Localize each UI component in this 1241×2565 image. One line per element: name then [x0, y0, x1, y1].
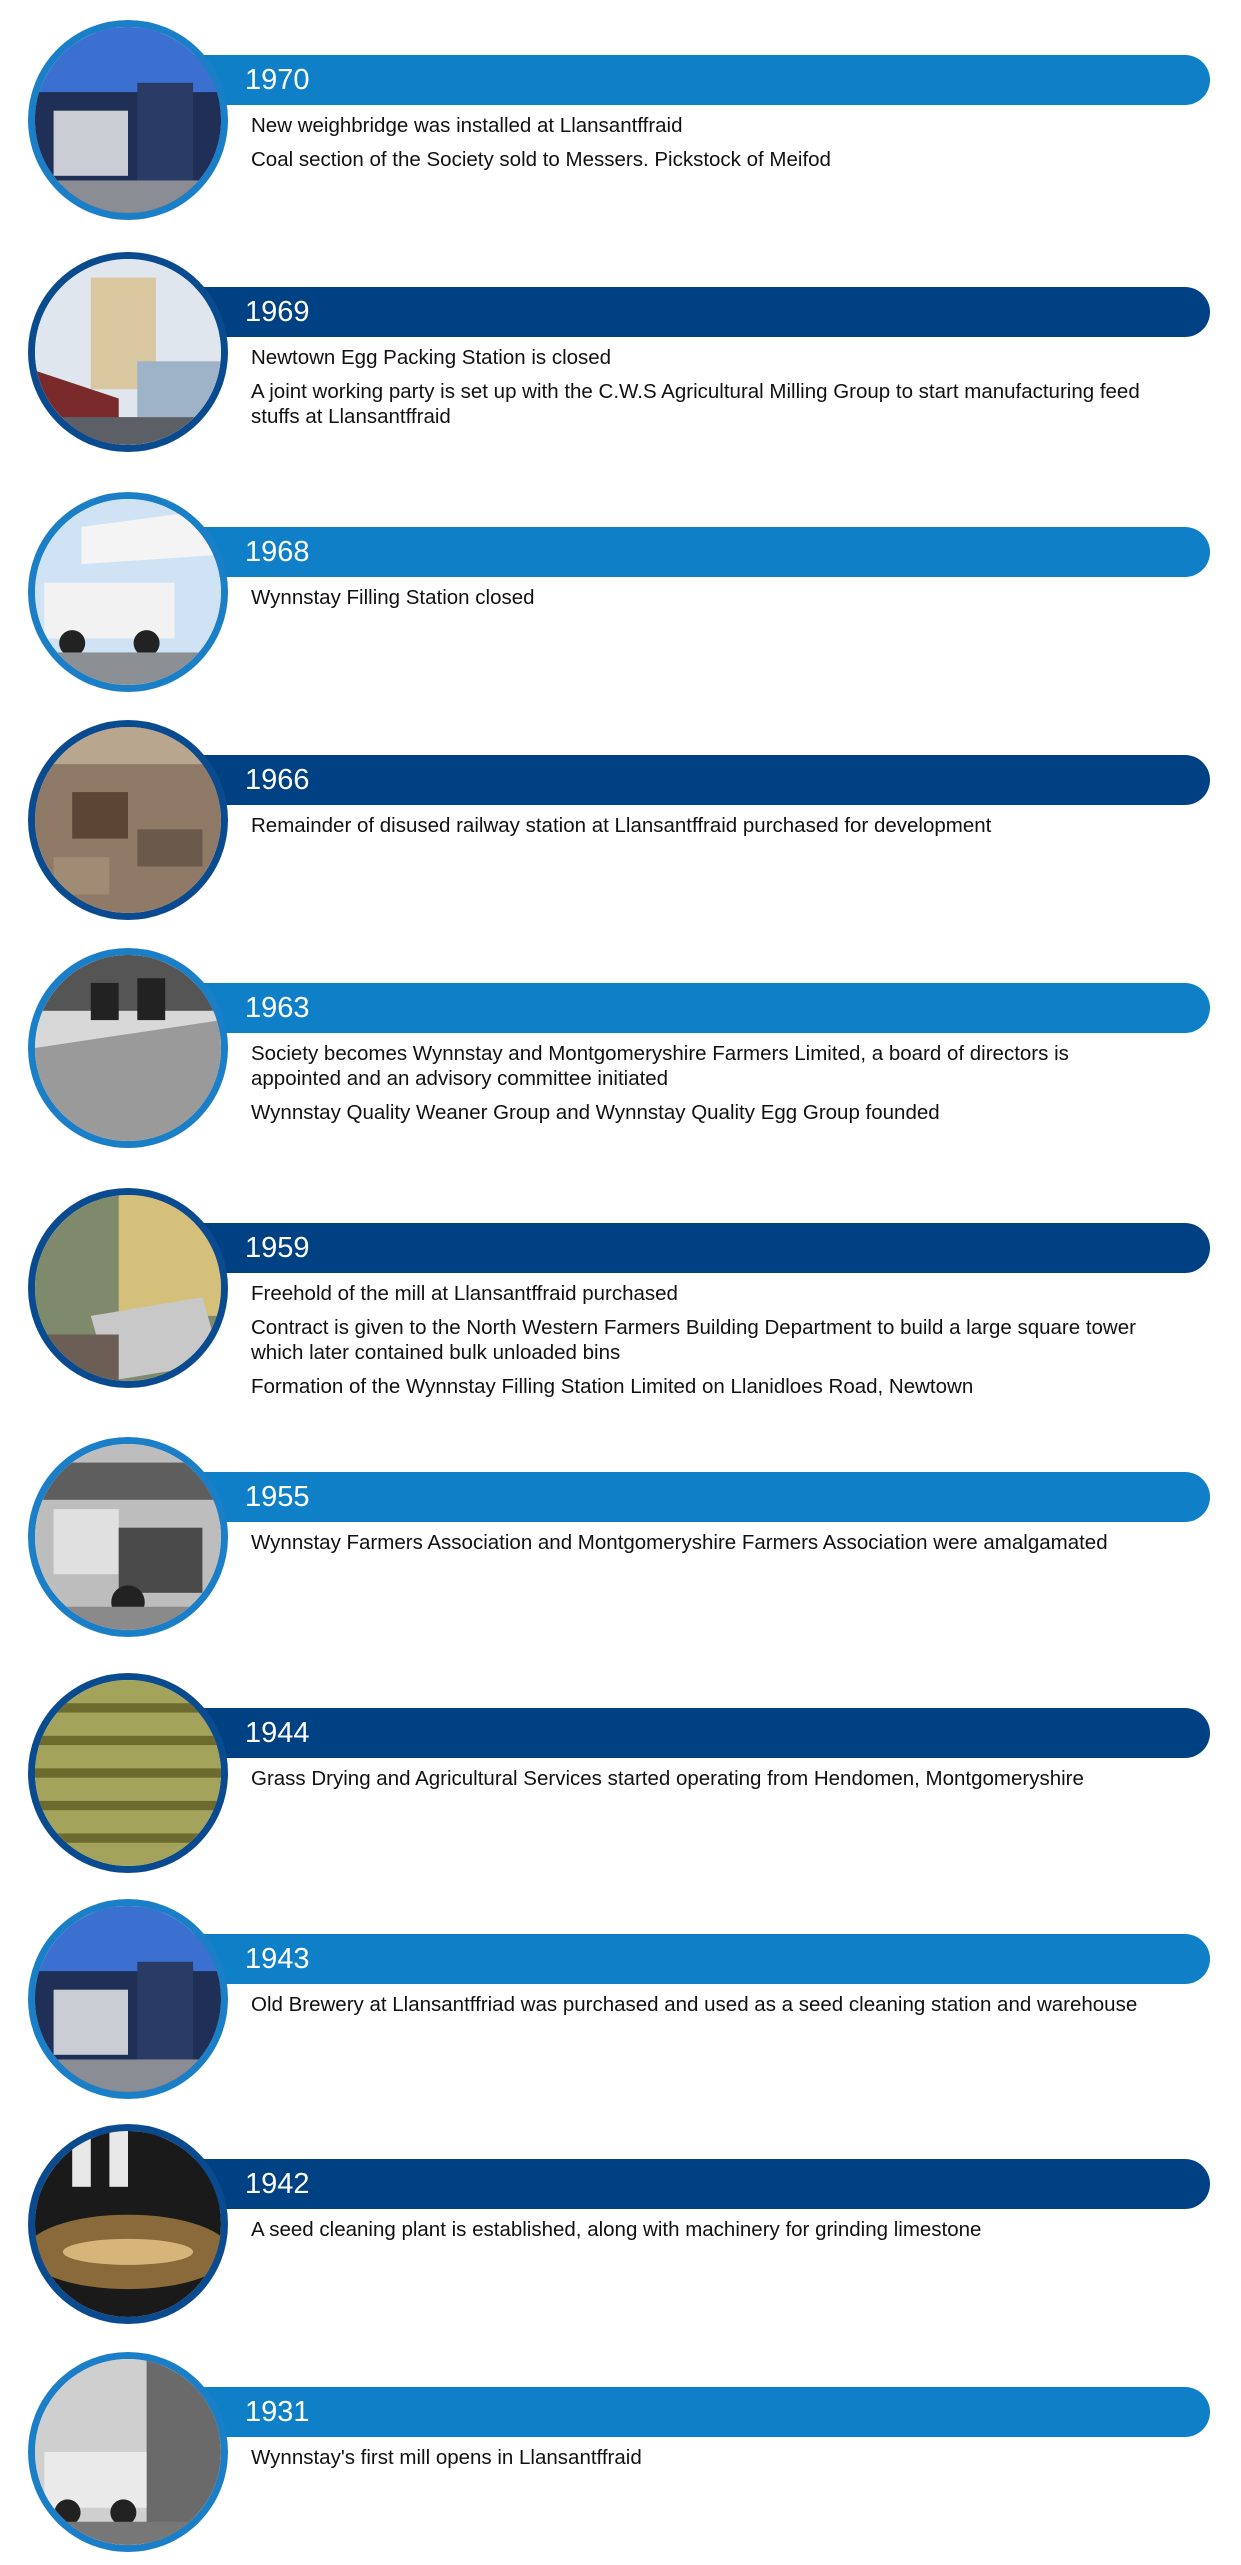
entry-text: Formation of the Wynnstay Filling Station Limited on Llanidloes Road, Newtown [251, 1375, 974, 1398]
entry-text: Contract is given to the North Western Farmers Building Department to build a large square tower which later contained bulk unloaded bins [251, 1316, 1136, 1364]
timeline-photo [28, 492, 228, 692]
photo [35, 2359, 221, 2545]
photo [35, 27, 221, 213]
timeline-photo [28, 20, 228, 220]
timeline-photo [28, 2352, 228, 2552]
entry-description [251, 1766, 1151, 1800]
entry-text: Society becomes Wynnstay and Montgomeryshire Farmers Limited, a board of directors is appointed and an advisory committee initiated [251, 1042, 1069, 1090]
entry-description [251, 1530, 1151, 1564]
entry-description [251, 813, 1151, 847]
year-label: 1969 [245, 296, 310, 328]
photo [35, 499, 221, 685]
photo [35, 2131, 221, 2317]
year-bar [180, 2159, 1210, 2209]
entry-description [251, 1992, 1151, 2026]
entry-text: A seed cleaning plant is established, along with machinery for grinding limestone [251, 2218, 982, 2241]
entry-text: Wynnstay's first mill opens in Llansantffraid [251, 2446, 642, 2469]
photo [35, 259, 221, 445]
photo [35, 727, 221, 913]
timeline-photo [28, 720, 228, 920]
entry-text: A joint working party is set up with the C.W.S Agricultural Milling Group to start manufacturing feed stuffs at Llansantffraid [251, 380, 1140, 428]
year-bar [180, 1472, 1210, 1522]
entry-text: Remainder of disused railway station at Llansantffraid purchased for development [251, 814, 992, 837]
year-label: 1963 [245, 992, 310, 1024]
year-label: 1970 [245, 64, 310, 96]
timeline-photo [28, 1437, 228, 1637]
entry-text: Wynnstay Farmers Association and Montgomeryshire Farmers Association were amalgamated [251, 1531, 1108, 1554]
year-bar [180, 2387, 1210, 2437]
entry-description [251, 585, 1151, 619]
year-label: 1968 [245, 536, 310, 568]
entry-text: Wynnstay Filling Station closed [251, 586, 535, 609]
year-label: 1931 [245, 2396, 310, 2428]
year-label: 1944 [245, 1717, 310, 1749]
photo [35, 1680, 221, 1866]
entry-text: Newtown Egg Packing Station is closed [251, 346, 612, 369]
year-bar [180, 1708, 1210, 1758]
entry-text: Coal section of the Society sold to Messers. Pickstock of Meifod [251, 148, 831, 171]
year-bar [180, 1223, 1210, 1273]
year-label: 1959 [245, 1232, 310, 1264]
photo [35, 1906, 221, 2092]
entry-description [251, 2217, 1151, 2251]
entry-description [251, 1281, 1151, 1408]
timeline-photo [28, 1673, 228, 1873]
year-bar [180, 527, 1210, 577]
year-bar [180, 983, 1210, 1033]
entry-text: Wynnstay Quality Weaner Group and Wynnstay Quality Egg Group founded [251, 1101, 940, 1124]
year-bar [180, 55, 1210, 105]
entry-text: Grass Drying and Agricultural Services started operating from Hendomen, Montgomeryshire [251, 1767, 1084, 1790]
year-bar [180, 287, 1210, 337]
entry-description [251, 345, 1151, 438]
timeline-photo [28, 252, 228, 452]
entry-text: Freehold of the mill at Llansantffraid purchased [251, 1282, 678, 1305]
year-label: 1943 [245, 1943, 310, 1975]
year-label: 1955 [245, 1481, 310, 1513]
timeline-photo [28, 948, 228, 1148]
year-label: 1942 [245, 2168, 310, 2200]
year-label: 1966 [245, 764, 310, 796]
year-bar [180, 1934, 1210, 1984]
timeline-photo [28, 2124, 228, 2324]
photo [35, 1195, 221, 1381]
entry-description [251, 2445, 1151, 2479]
entry-text: Old Brewery at Llansantffriad was purchased and used as a seed cleaning station and warehouse [251, 1993, 1138, 2016]
timeline-photo [28, 1188, 228, 1388]
timeline-photo [28, 1899, 228, 2099]
photo [35, 955, 221, 1141]
entry-description [251, 1041, 1151, 1134]
entry-text: New weighbridge was installed at Llansantffraid [251, 114, 683, 137]
year-bar [180, 755, 1210, 805]
entry-description [251, 113, 1151, 181]
photo [35, 1444, 221, 1630]
